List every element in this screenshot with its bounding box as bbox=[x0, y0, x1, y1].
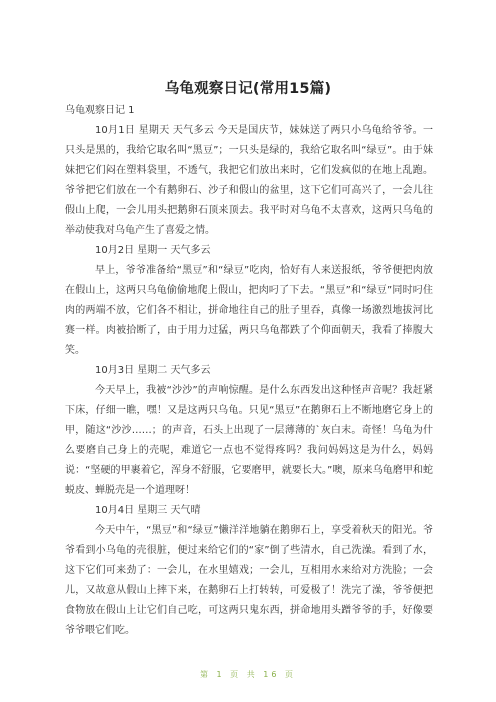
paragraph: 10月1日 星期天 天气多云 今天是国庆节，妹妹送了两只小乌龟给爷爷。一只头是黑的，我给它取名叫“黑豆”；一只头是绿的，我给它取名叫“绿豆”。由于妹妹把它们闷在塑料袋里，不透气，我把它们放出来时，它们发疯似的在地上乱跑。爷爷把它们放在一个有鹅卵石、沙子和假山的盆里，这下它们可高兴了，一会儿往假山上爬，一会儿用头把鹅卵石顶来顶去。我平时对乌龟不太喜欢，这两只乌龟的举动使我对乌龟产生了喜爱之情。 bbox=[65, 125, 433, 236]
paragraph: 早上，爷爷准备给“黑豆”和“绿豆”吃肉，恰好有人来送报纸，爷爷便把肉放在假山上，这两只乌龟偷偷地爬上假山，把肉叼了下去。“黑豆”和“绿豆”同时叼住肉的两端不放，它们各不相让，拼命地往自己的肚子里吞，真像一场激烈地拔河比赛一样。肉被拾断了，由于用力过猛，两只乌龟都跌了个仰面朝天，我看了捧腹大笑。 bbox=[65, 265, 433, 356]
page-footer: 第 1 页 共 16 页 bbox=[200, 670, 296, 679]
document-title: 乌龟观察日记(常用15篇) bbox=[164, 81, 332, 97]
document-body bbox=[65, 121, 433, 641]
diary-date-line: 10月2日 星期一 天气多云 bbox=[95, 245, 211, 256]
diary-date-line: 10月4日 星期三 天气晴 bbox=[95, 505, 201, 516]
section-heading: 乌龟观察日记 1 bbox=[65, 105, 135, 116]
paragraph: 今天中午，“黑豆”和“绿豆”懒洋洋地躺在鹅卵石上，享受着秋天的阳光。爷爷看到小乌龟的壳很脏，便过来给它们的“家”倒了些清水，自己洗澡。看到了水，这下它们可来劲了：一会儿，在水里嬉戏；一会儿，互相用水来给对方洗脸；一会儿，又故意从假山上摔下来，在鹅卵石上打转转，可爱极了！洗完了澡，爷爷便把食物放在假山上让它们自己吃，可这两只鬼东西，拼命地用头蹭爷爷的手，好像要爷爷喂它们吃。 bbox=[65, 525, 433, 636]
diary-date-line: 10月3日 星期二 天气多云 bbox=[95, 365, 211, 376]
paragraph: 今天早上，我被“沙沙”的声响惊醒。是什么东西发出这种怪声音呢？我赶紧下床，仔细一瞧，嘿！又是这两只乌龟。只见“黑豆”在鹅卵石上不断地磨它身上的甲，随这“沙沙……；的声音，石头上出现了一层薄薄的`灰白末。奇怪！乌龟为什么要磨自己身上的壳呢，难道它一点也不觉得疼吗？我问妈妈这是为什么，妈妈说：“坚硬的甲裹着它，浑身不舒服，它要磨甲，就要长大。”噢，原来乌龟磨甲和蛇蜕皮、蝉脱壳是一个道理呀！ bbox=[65, 385, 433, 496]
